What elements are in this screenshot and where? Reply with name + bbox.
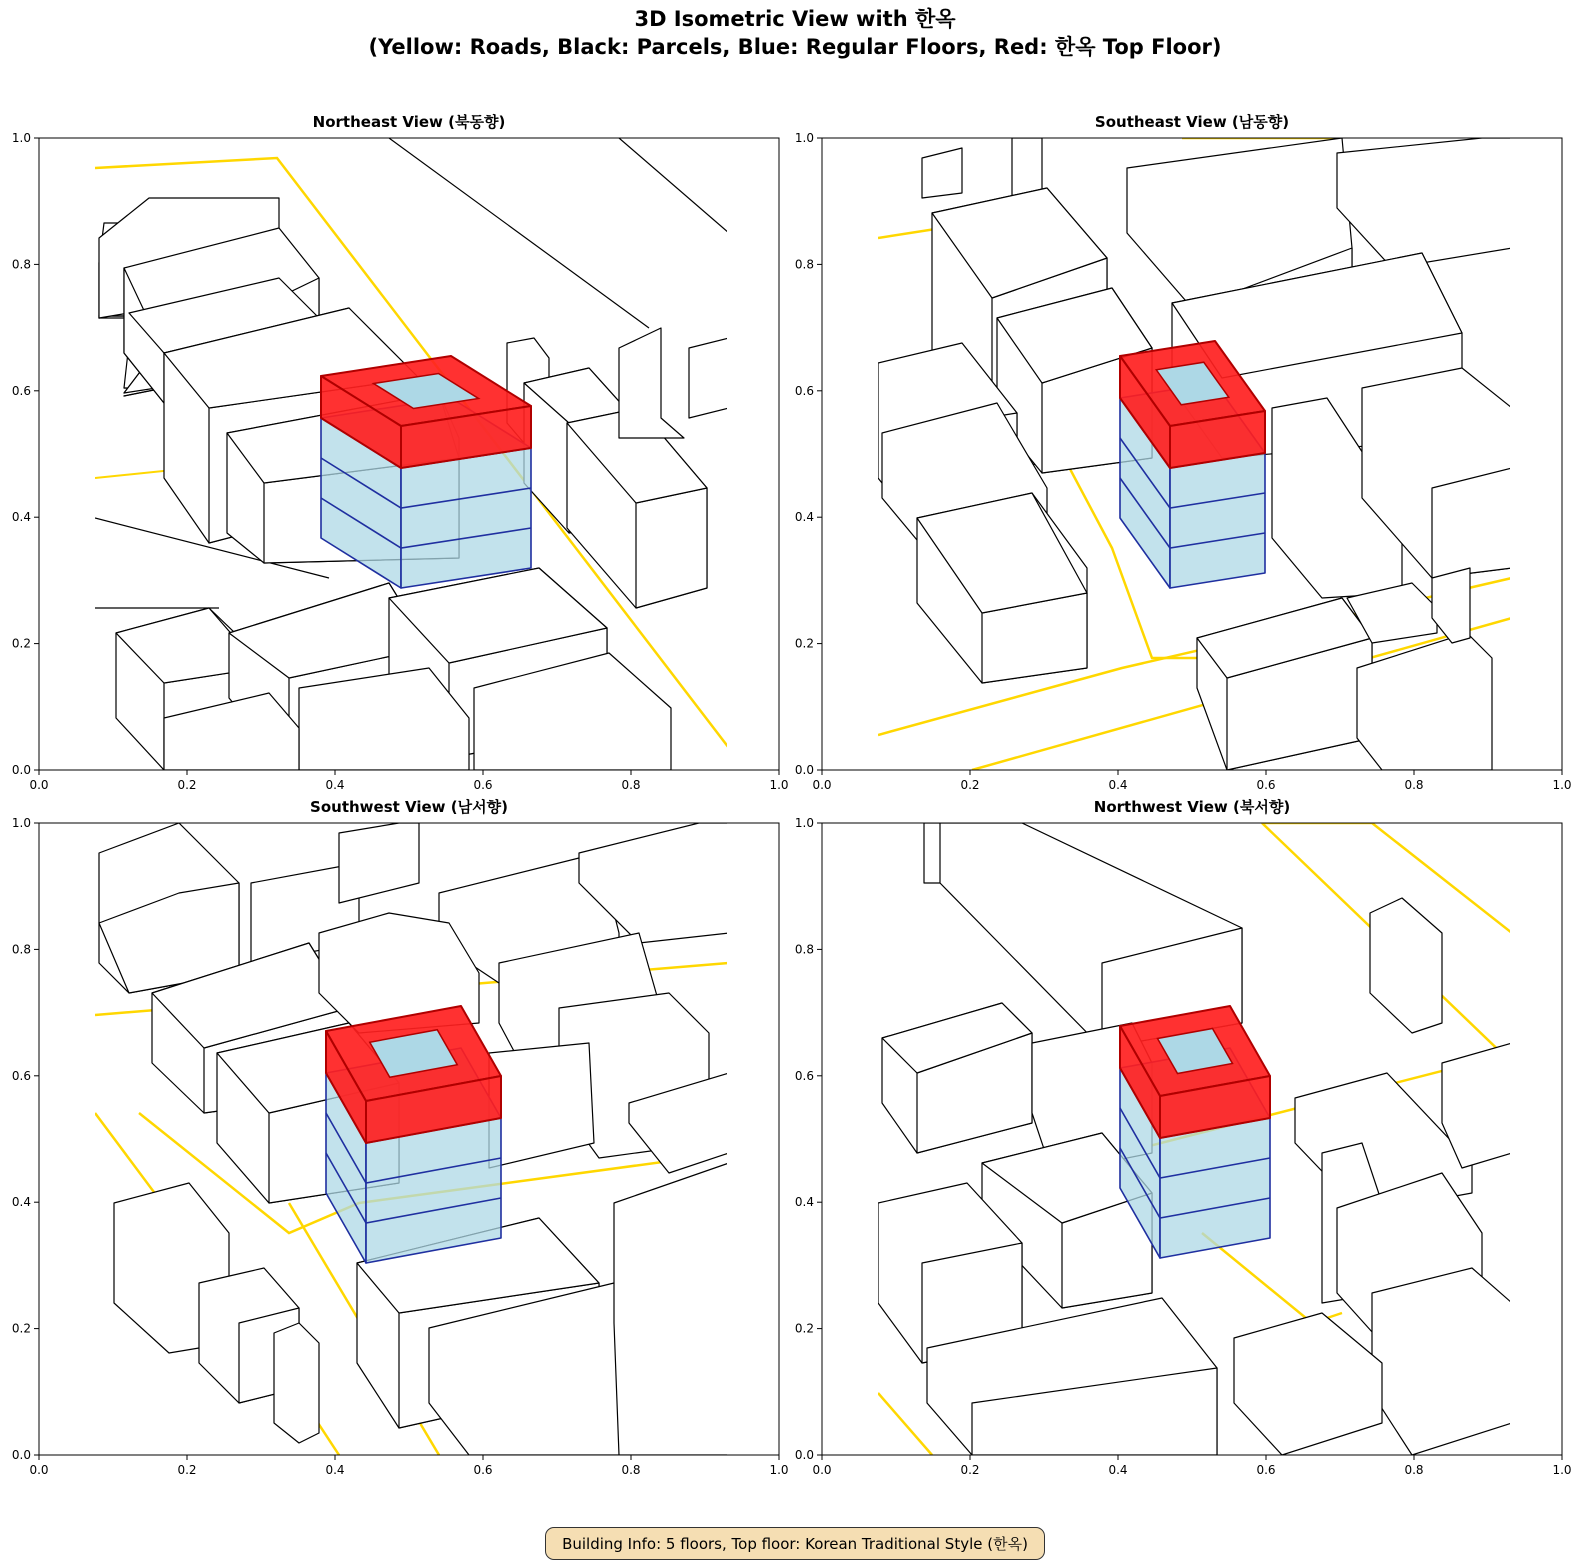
building-face <box>619 328 684 438</box>
x-tick-label: 1.0 <box>769 1463 789 1477</box>
x-tick-label: 0.4 <box>325 1463 345 1477</box>
panel-southeast-view <box>794 131 1572 792</box>
parcel-line <box>389 138 649 328</box>
y-tick-label: 0.0 <box>11 1448 31 1462</box>
scene <box>95 823 729 1455</box>
y-tick-label: 0.8 <box>794 942 814 957</box>
building-face <box>689 338 729 418</box>
x-tick-label: 1.0 <box>1552 1463 1572 1477</box>
x-tick-label: 1.0 <box>769 778 789 792</box>
x-tick-label: 0.8 <box>621 1463 641 1477</box>
y-tick-label: 0.4 <box>794 510 814 525</box>
panel-southwest-view <box>11 816 789 1477</box>
x-tick-label: 0.6 <box>473 1463 493 1477</box>
y-tick-label: 0.8 <box>11 942 31 957</box>
panel-title-southeast: Southeast View (남동향) <box>1094 113 1290 131</box>
x-tick-label: 0.4 <box>1108 1463 1128 1477</box>
building-face <box>1432 568 1470 643</box>
scene <box>95 138 729 770</box>
building-face <box>636 488 707 608</box>
y-tick-label: 1.0 <box>11 131 31 145</box>
x-tick-label: 0.8 <box>1404 778 1424 792</box>
building-face <box>1234 1313 1382 1455</box>
parcel-line <box>619 138 729 233</box>
y-tick-label: 0.2 <box>794 1321 814 1336</box>
building-info-box: Building Info: 5 floors, Top floor: Korean Traditional Style (한옥) <box>545 1527 1045 1560</box>
x-tick-label: 0.2 <box>177 778 197 792</box>
y-tick-label: 0.0 <box>794 1448 814 1462</box>
building-face <box>1337 138 1512 268</box>
y-tick-label: 0.8 <box>11 257 31 272</box>
x-tick-label: 0.4 <box>1108 778 1128 792</box>
panel-title-southwest: Southwest View (남서향) <box>310 798 508 816</box>
x-tick-label: 0.0 <box>29 1463 49 1477</box>
building-face <box>339 823 419 903</box>
y-tick-label: 0.0 <box>794 763 814 777</box>
building-face <box>1372 1268 1512 1455</box>
x-tick-label: 0.0 <box>812 778 832 792</box>
building-face <box>489 1043 594 1168</box>
y-tick-label: 0.4 <box>11 1195 31 1210</box>
y-tick-label: 0.2 <box>794 636 814 651</box>
panel-northwest-view <box>794 816 1572 1477</box>
y-tick-label: 0.6 <box>11 383 31 398</box>
building-face <box>614 1163 729 1455</box>
road-line <box>878 1393 932 1455</box>
regular-floors-side <box>1160 1118 1270 1258</box>
y-tick-label: 0.0 <box>11 763 31 777</box>
regular-floors-side <box>401 448 531 588</box>
x-tick-label: 0.0 <box>812 1463 832 1477</box>
y-tick-label: 1.0 <box>11 816 31 830</box>
y-tick-label: 1.0 <box>794 816 814 830</box>
x-tick-label: 0.8 <box>1404 1463 1424 1477</box>
x-tick-label: 0.4 <box>325 778 345 792</box>
regular-floors-side <box>1170 453 1265 588</box>
building-face <box>274 1323 319 1443</box>
building-face <box>1357 633 1492 770</box>
y-tick-label: 0.6 <box>794 383 814 398</box>
y-tick-label: 0.6 <box>794 1068 814 1083</box>
x-tick-label: 0.0 <box>29 778 49 792</box>
x-tick-label: 0.2 <box>960 778 980 792</box>
y-tick-label: 0.4 <box>11 510 31 525</box>
y-tick-label: 0.8 <box>794 257 814 272</box>
scene <box>878 823 1512 1455</box>
x-tick-label: 0.6 <box>473 778 493 792</box>
y-tick-label: 0.4 <box>794 1195 814 1210</box>
scene <box>878 138 1512 770</box>
y-tick-label: 0.6 <box>11 1068 31 1083</box>
panel-title-northwest: Northwest View (북서향) <box>1093 798 1291 816</box>
y-tick-label: 1.0 <box>794 131 814 145</box>
x-tick-label: 0.6 <box>1256 1463 1276 1477</box>
building-face <box>1432 468 1512 578</box>
x-tick-label: 0.2 <box>960 1463 980 1477</box>
x-tick-label: 0.8 <box>621 778 641 792</box>
building-face <box>1370 898 1442 1033</box>
x-tick-label: 0.2 <box>177 1463 197 1477</box>
panel-northeast-view <box>11 131 789 792</box>
x-tick-label: 0.6 <box>1256 778 1276 792</box>
figure-title-line2: (Yellow: Roads, Black: Parcels, Blue: Regular Floors, Red: 한옥 Top Floor) <box>368 35 1222 59</box>
figure-title-line1: 3D Isometric View with 한옥 <box>634 7 956 31</box>
building-face <box>922 148 962 198</box>
building-face <box>1012 138 1042 198</box>
y-tick-label: 0.2 <box>11 1321 31 1336</box>
y-tick-label: 0.2 <box>11 636 31 651</box>
x-tick-label: 1.0 <box>1552 778 1572 792</box>
panel-title-northeast: Northeast View (북동향) <box>312 113 506 131</box>
